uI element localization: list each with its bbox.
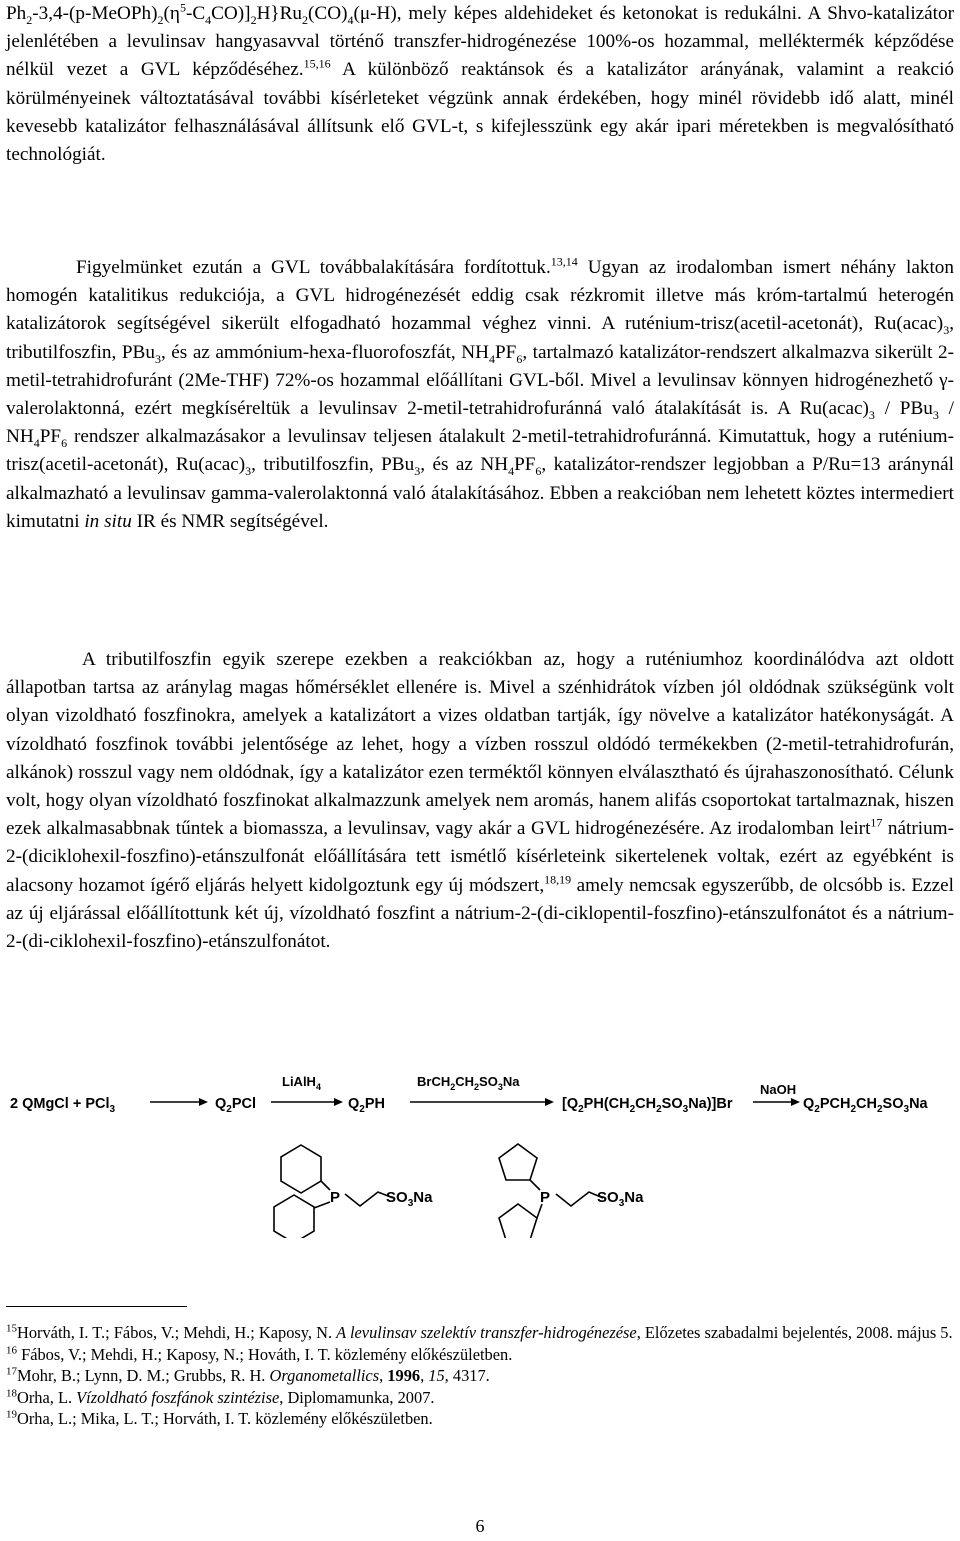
citation-superscript: 18,19	[544, 872, 572, 887]
citation-superscript: 17	[870, 815, 883, 830]
cyclohexyl-ring-upper	[281, 1145, 321, 1193]
scheme-q2pcl: $Q_2PCl$	[215, 1096, 257, 1115]
scheme-reagent-lialh4: LiAlH$_4$	[282, 1074, 321, 1092]
cyclopentyl-ring-lower	[499, 1204, 537, 1238]
cyclohexyl-ring-lower	[274, 1195, 314, 1238]
sulfonate-label-2: $SO_3Na$	[597, 1189, 644, 1209]
paragraph-continued: $Ph_2-3,4-(p-MeOPh)_2(\eta^5-C_4CO)]_2H\}Ru_2(CO)_4(\mu-H)$, mely képes aldehideket és ketonokat is redukálni. A Shvo-katalizátor jelenlétében a levulinsav hangyasavval történő transzfer-hidrogénezése 100%-os hozammal, melléktermék képződése nélkül vezet a GVL képződéséhez.$^{15,16}$ A különböző reaktánsok és a katalizátor arányának, valamint a reakció körülményeinek változtatásával további kísérleteket végzünk annak érdekében, hogy minél rövidebb idő alatt, minél kevesebb katalizátor felhasználásával állítsunk elő GVL-t, s kifejlesszünk egy akár ipari méretekben is megvalósítható technológiát.	[6, 0, 954, 166]
scheme-product: $Q_2PCH_2CH_2SO_3Na$	[803, 1096, 928, 1115]
footnotes	[6, 1322, 954, 1430]
phosphorus-label-1: P	[330, 1189, 341, 1206]
footnote-16: $^{16}$ Fábos, V.; Mehdi, H.; Kaposy, N.; Hováth, I. T. közlemény előkészületben.	[6, 1344, 513, 1364]
scheme-q2ph: $Q_2PH$	[348, 1096, 385, 1115]
scheme-reagent-bromoethanesulfonate: $BrCH_2CH_2SO_3Na$	[417, 1074, 520, 1092]
citation-superscript: 13,14	[550, 254, 578, 269]
reaction-scheme	[0, 1068, 960, 1238]
scheme-phosphonium-salt: $[Q_2PH(CH_2CH_2SO_3Na)]Br$	[562, 1096, 733, 1115]
scheme-reactants: 2 QMgCl + PCl$_3$	[10, 1096, 116, 1115]
paragraph-gvl-conversion: Figyelmünket ezután a GVL továbbalakítására fordítottuk.$^{13,14}$ Ugyan az irodalomban ismert néhány lakton homogén katalitikus redukciója, a GVL hidrogénezését eddig csak rézkromit illetve más króm-tartalmú heterogén katalizátorok segítségével sikerült elfogadható hozammal véghez vinni. A ruténium-trisz(acetil-acetonát), $Ru(acac)_3$, tributilfoszfin, PBu$_3$, és az ammónium-hexa-fluorofoszfát, $NH_4PF_6$, tartalmazó katalizátor-rendszert alkalmazva sikerült 2-metil-tetrahidrofuránt (2Me-THF) 72%-os hozammal előállítani GVL-ből. Mivel a levulinsav könnyen hidrogénezhető γ-valerolaktonná, ezért megkíséreltük a levulinsav 2-metil-tetrahidrofuránná való átalakítását is. A $Ru(acac)_3 / PBu_3 / NH_4PF_6$ rendszer alkalmazásakor a levulinsav teljesen átalakult 2-metil-tetrahidrofuránná. Kimutattuk, hogy a ruténium-trisz(acetil-acetonát), $Ru(acac)_3$, tributilfoszfin, PBu$_3$, és az $NH_4PF_6$, katalizátor-rendszer legjobban a P/Ru=13 aránynál alkalmazható a levulinsav gamma-valerolaktonná való átalakításához. Ebben a reakcióban nem lehetett köztes intermediert kimutatni in situ IR és NMR segítségével.	[6, 254, 955, 532]
footnote-separator	[6, 1306, 187, 1307]
dicyclopentyl-phosphino-ethanesulfonate-structure	[499, 1144, 603, 1238]
footnote-18: $^{18}$Orha, L. Vízoldható foszfánok szintézise, Diplomamunka, 2007.	[6, 1387, 435, 1407]
footnote-17: $^{17}$Mohr, B.; Lynn, D. M.; Grubbs, R. H. Organometallics, 1996, 15, 4317.	[6, 1365, 490, 1386]
citation-superscript: 15,16	[303, 57, 331, 72]
page-number: 6	[475, 1516, 485, 1536]
paragraph-water-soluble-phosphines: A tributilfoszfin egyik szerepe ezekben a reakciókban az, hogy a ruténiumhoz koordinálódva azt oldott állapotban tartsa az aránylag magas hőmérséklet ellenére is. Mivel a szénhidrátok vízben jól oldódnak szükségünk volt olyan vizoldható foszfinokra, amelyek a katalizátort a vizes oldatban tartják, így növelve a katalizátor hatékonyságát. A vízoldható foszfinok további jelentősége az lehet, hogy a vízben rosszul oldódó termékekben (2-metil-tetrahidrofurán, alkánok) rosszul vagy nem oldódnak, így a katalizátor ezen terméktől könnyen elválasztható és újrahaszonosítható. Célunk volt, hogy olyan vízoldható foszfinokat alkalmazzunk amelyek nem aromás, hanem alifás csoportokat tartalmaznak, hiszen ezek alkalmasabbnak tűntek a biomassza, a levulinsav, vagy akár a GVL hidrogénezésére. Az irodalomban leirt$^{17}$ nátrium-2-(diciklohexil-foszfino)-etánszulfonát előállítására tett ismétlő kísérleteink sikertelenek voltak, ezért az egyébként is alacsony hozamot ígérő eljárás helyett kidolgoztunk egy új módszert,$^{18,19}$ amely nemcsak egyszerűbb, de olcsóbb is. Ezzel az új eljárással előállítottunk két új, vízoldható foszfint a nátrium-2-(di-ciklopentil-foszfino)-etánszulfonátot és a nátrium-2-(di-ciklohexil-foszfino)-etánszulfonátot.	[6, 649, 954, 953]
sulfonate-label-1: $SO_3Na$	[386, 1189, 433, 1209]
footnote-15: $^{15}$Horváth, I. T.; Fábos, V.; Mehdi, H.; Kaposy, N. A levulinsav szelektív transzfer-hidrogénezése, Előzetes szabadalmi bejelentés, 2008. május 5.	[6, 1322, 953, 1342]
cyclopentyl-ring-upper	[499, 1144, 537, 1180]
phosphorus-label-2: P	[540, 1189, 551, 1206]
scheme-reagent-naoh: NaOH	[760, 1082, 797, 1097]
footnote-19: $^{19}$Orha, L.; Mika, L. T.; Horváth, I. T. közlemény előkészületben.	[6, 1408, 433, 1429]
